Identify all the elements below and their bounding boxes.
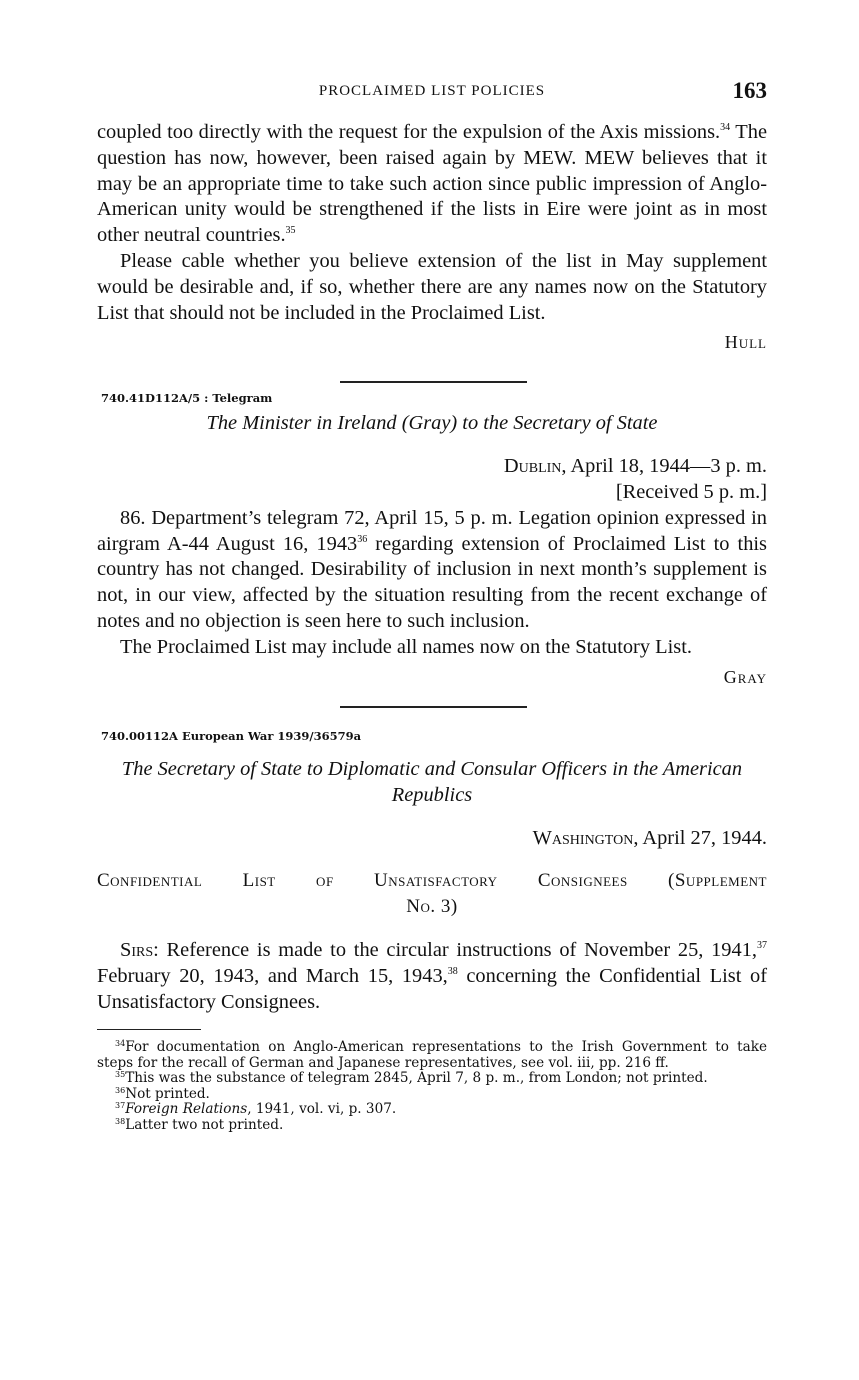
dateline [97, 826, 767, 852]
dateline [97, 454, 767, 480]
dateline-place: Dublin [503, 455, 562, 478]
paragraph [97, 506, 767, 635]
paragraph [97, 938, 767, 1015]
footnote-number: 36 [115, 1085, 126, 1095]
text-run: The question has now, however, been raised again by MEW. MEW believes that it may be an appropriate time to take such action since public impression of Anglo-American unity would be strengthened if the lists in Eire were joint as in most other neutral countries. [97, 121, 767, 247]
footnote-number: 35 [115, 1070, 126, 1080]
file-number: 740.41D112A/5 : Telegram [101, 391, 273, 406]
footnote [97, 1040, 767, 1071]
footnote-ref: 34 [720, 122, 731, 133]
text-run: regarding extension of Proclaimed List to this country has not changed. Desirability of inclusion in next month’s supplement is not, in our view, affected by the situation resulting from the recent exchange of notes and no objection is seen here to such inclusion. [97, 532, 767, 632]
paragraph [97, 120, 767, 249]
dateline-date: , April 27, 1944. [633, 827, 767, 850]
salutation: Sirs [120, 938, 154, 961]
text-run: coupled too directly with the request for the expulsion of the Axis missions. [97, 121, 721, 143]
text-run: 86. Department’s telegram 72, April 15, 5 p. m. Legation opinion expressed in airgram A-44 August 16, 1943 [97, 506, 767, 555]
footnote-title: Foreign Relations [125, 1101, 248, 1118]
running-head [97, 78, 767, 108]
footnote [97, 1118, 767, 1134]
dateline-date: , April 18, 1944—3 p. m. [561, 455, 767, 478]
footnote-text: Not printed. [125, 1085, 210, 1102]
text-run: February 20, 1943, and March 15, 1943, [97, 964, 448, 987]
footnote-ref: 38 [447, 965, 458, 977]
paragraph: Please cable whether you believe extension of the list in May supplement would be desirable and, if so, whether there are any names now on the Statutory List that should not be included in the Proclaimed List. [97, 249, 767, 324]
footnote-number: 34 [115, 1039, 126, 1049]
footnotes [97, 1040, 767, 1133]
heading-line: Confidential List of Unsatisfactory Consignees (Supplement [97, 869, 767, 891]
page-number: 163 [732, 78, 767, 103]
received-note: [Received 5 p. m.] [615, 480, 767, 503]
signature: Gray [723, 666, 767, 687]
paragraph: The Proclaimed List may include all names now on the Statutory List. [120, 635, 692, 658]
footnote-ref: 36 [357, 533, 368, 545]
separator-rule [340, 381, 527, 383]
footnote-text: This was the substance of telegram 2845, April 7, 8 p. m., from London; not printed. [125, 1070, 708, 1087]
document-title: The Secretary of State to Diplomatic and Consular Officers in the American Republics [121, 758, 743, 807]
footnote-text: For documentation on Anglo-American representations to the Irish Government to take steps for the recall of German and Japanese representatives, see vol. iii, pp. 216 ff. [97, 1039, 767, 1071]
rule-block [97, 700, 767, 716]
document-title: The Minister in Ireland (Gray) to the Secretary of State [206, 412, 658, 435]
footnote-ref: 37 [757, 939, 767, 951]
file-number: 740.00112A European War 1939/36579a [101, 729, 362, 744]
text-run: : Reference is made to the circular instructions of November 25, 1941, [153, 938, 757, 961]
separator-rule [340, 706, 527, 708]
footnote-number: 37 [115, 1101, 126, 1111]
footnote [97, 1087, 767, 1103]
footnote-ref: 35 [285, 225, 296, 237]
filing-row [97, 380, 767, 410]
signature: Hull [724, 332, 767, 353]
heading-line: No. 3) [406, 895, 458, 917]
footnote [97, 1102, 767, 1118]
footnote-text: Latter two not printed. [125, 1116, 284, 1133]
body-text [97, 120, 767, 1133]
footnote-number: 38 [115, 1116, 126, 1126]
section-heading [97, 868, 767, 920]
footnote [97, 1071, 767, 1087]
running-title: PROCLAIMED LIST POLICIES [318, 83, 546, 99]
footnote-rule [97, 1029, 201, 1030]
text-run: concerning the Confidential List of Unsatisfactory Consignees. [97, 964, 767, 1013]
dateline-place: Washington [532, 827, 634, 850]
footnote-text: , 1941, vol. vi, p. 307. [247, 1101, 397, 1118]
